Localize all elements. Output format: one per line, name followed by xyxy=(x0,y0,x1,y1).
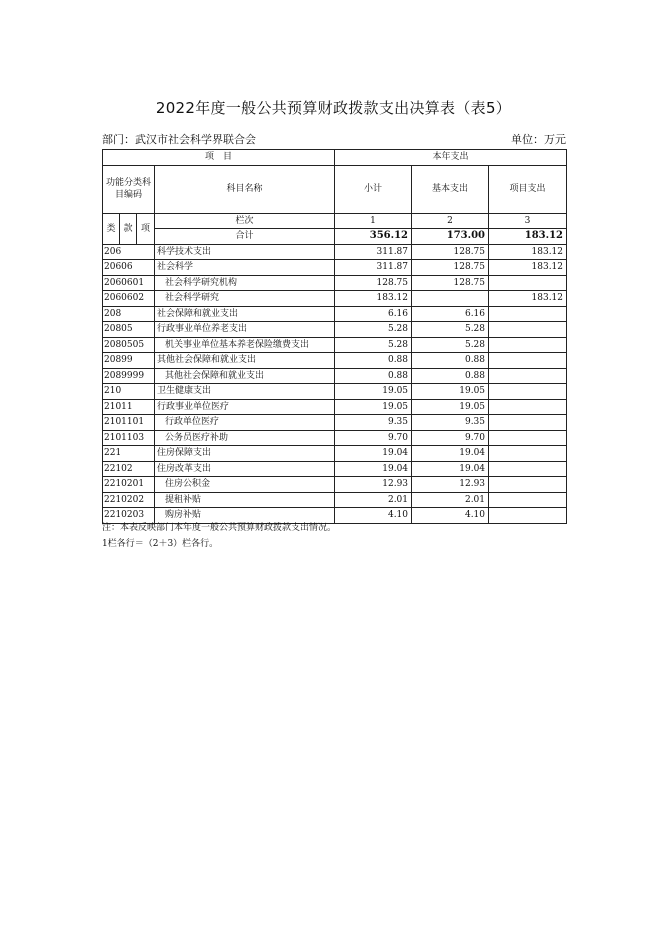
col2-index: 2 xyxy=(412,213,489,229)
row-name: 社会科学 xyxy=(155,260,335,276)
row-subtotal: 9.35 xyxy=(335,415,412,431)
table-row xyxy=(103,275,567,291)
header-row-2 xyxy=(103,165,567,213)
row-name: 社会科学研究机构 xyxy=(155,275,335,291)
func-code-header: 功能分类科目编码 xyxy=(103,165,155,213)
row-code: 208 xyxy=(103,306,155,322)
row-subtotal: 311.87 xyxy=(335,260,412,276)
row-project xyxy=(489,477,567,493)
row-subtotal: 0.88 xyxy=(335,368,412,384)
row-basic: 128.75 xyxy=(412,260,489,276)
row-subtotal: 2.01 xyxy=(335,492,412,508)
row-code: 2210202 xyxy=(103,492,155,508)
row-code: 2101103 xyxy=(103,430,155,446)
row-name: 社会科学研究 xyxy=(155,291,335,307)
table-row xyxy=(103,399,567,415)
row-name: 卫生健康支出 xyxy=(155,384,335,400)
row-name: 住房保障支出 xyxy=(155,446,335,462)
row-subtotal: 12.93 xyxy=(335,477,412,493)
row-basic: 128.75 xyxy=(412,244,489,260)
row-subtotal: 4.10 xyxy=(335,508,412,524)
row-code: 22102 xyxy=(103,461,155,477)
row-basic: 0.88 xyxy=(412,353,489,369)
table-row xyxy=(103,244,567,260)
row-subtotal: 0.88 xyxy=(335,353,412,369)
row-subtotal: 19.05 xyxy=(335,399,412,415)
row-name: 行政单位医疗 xyxy=(155,415,335,431)
row-basic: 2.01 xyxy=(412,492,489,508)
table-row xyxy=(103,477,567,493)
row-name: 公务员医疗补助 xyxy=(155,430,335,446)
item-header: 项 目 xyxy=(103,150,335,166)
row-basic: 0.88 xyxy=(412,368,489,384)
row-project xyxy=(489,415,567,431)
row-basic: 5.28 xyxy=(412,337,489,353)
row-name: 行政事业单位养老支出 xyxy=(155,322,335,338)
row-subtotal: 5.28 xyxy=(335,337,412,353)
row-project xyxy=(489,461,567,477)
table-row xyxy=(103,306,567,322)
row-name: 购房补贴 xyxy=(155,508,335,524)
row-basic: 4.10 xyxy=(412,508,489,524)
row-project: 183.12 xyxy=(489,291,567,307)
row-name: 其他社会保障和就业支出 xyxy=(155,368,335,384)
row-basic: 19.05 xyxy=(412,384,489,400)
row-subtotal: 19.04 xyxy=(335,461,412,477)
row-name: 社会保障和就业支出 xyxy=(155,306,335,322)
row-basic: 9.35 xyxy=(412,415,489,431)
row-name: 住房改革支出 xyxy=(155,461,335,477)
total-row xyxy=(103,229,567,245)
table-row xyxy=(103,430,567,446)
row-basic: 5.28 xyxy=(412,322,489,338)
row-basic: 19.04 xyxy=(412,461,489,477)
note-line: 1栏各行＝（2＋3）栏各行。 xyxy=(102,539,219,549)
row-name: 机关事业单位基本养老保险缴费支出 xyxy=(155,337,335,353)
row-project xyxy=(489,322,567,338)
page-title: 2022年度一般公共预算财政拨款支出决算表（表5） xyxy=(155,99,512,117)
row-project xyxy=(489,508,567,524)
col-label: 栏次 xyxy=(155,213,335,229)
expenditure-table xyxy=(102,149,567,524)
unit-label: 单位：万元 xyxy=(511,133,566,146)
row-code: 206 xyxy=(103,244,155,260)
row-subtotal: 311.87 xyxy=(335,244,412,260)
row-project xyxy=(489,353,567,369)
row-subtotal: 19.04 xyxy=(335,446,412,462)
notes xyxy=(102,520,336,552)
row-code: 2089999 xyxy=(103,368,155,384)
row-code: 20899 xyxy=(103,353,155,369)
row-code: 2080505 xyxy=(103,337,155,353)
row-basic: 6.16 xyxy=(412,306,489,322)
row-basic: 19.05 xyxy=(412,399,489,415)
note-line: 注：本表反映部门本年度一般公共预算财政拨款支出情况。 xyxy=(102,523,337,533)
header-row-1 xyxy=(103,150,567,166)
xiang-header: 项 xyxy=(137,213,155,244)
total-basic: 173.00 xyxy=(412,229,489,245)
project-header: 项目支出 xyxy=(489,165,567,213)
row-subtotal: 19.05 xyxy=(335,384,412,400)
row-basic xyxy=(412,291,489,307)
col1-index: 1 xyxy=(335,213,412,229)
row-project xyxy=(489,399,567,415)
table-row xyxy=(103,322,567,338)
row-basic: 128.75 xyxy=(412,275,489,291)
total-label: 合计 xyxy=(155,229,335,245)
table-row xyxy=(103,492,567,508)
row-project xyxy=(489,275,567,291)
subject-name-header: 科目名称 xyxy=(155,165,335,213)
department-label: 部门：武汉市社会科学界联合会 xyxy=(102,133,256,146)
row-project xyxy=(489,337,567,353)
row-code: 221 xyxy=(103,446,155,462)
total-project: 183.12 xyxy=(489,229,567,245)
row-code: 20606 xyxy=(103,260,155,276)
row-project xyxy=(489,492,567,508)
row-basic: 19.04 xyxy=(412,446,489,462)
subtotal-header: 小计 xyxy=(335,165,412,213)
table-row xyxy=(103,446,567,462)
row-project: 183.12 xyxy=(489,244,567,260)
row-subtotal: 183.12 xyxy=(335,291,412,307)
row-code: 2060601 xyxy=(103,275,155,291)
row-name: 提租补贴 xyxy=(155,492,335,508)
row-project xyxy=(489,384,567,400)
table-row xyxy=(103,415,567,431)
row-code: 2210201 xyxy=(103,477,155,493)
row-code: 210 xyxy=(103,384,155,400)
current-year-header: 本年支出 xyxy=(335,150,567,166)
kuan-header: 款 xyxy=(120,213,137,244)
basic-header: 基本支出 xyxy=(412,165,489,213)
row-name: 科学技术支出 xyxy=(155,244,335,260)
row-code: 20805 xyxy=(103,322,155,338)
lei-header: 类 xyxy=(103,213,120,244)
table-row xyxy=(103,337,567,353)
row-code: 2060602 xyxy=(103,291,155,307)
row-project xyxy=(489,430,567,446)
row-project xyxy=(489,306,567,322)
table-row xyxy=(103,384,567,400)
row-subtotal: 5.28 xyxy=(335,322,412,338)
col3-index: 3 xyxy=(489,213,567,229)
row-subtotal: 6.16 xyxy=(335,306,412,322)
row-name: 其他社会保障和就业支出 xyxy=(155,353,335,369)
row-subtotal: 128.75 xyxy=(335,275,412,291)
table-row xyxy=(103,291,567,307)
row-basic: 12.93 xyxy=(412,477,489,493)
header-row-3 xyxy=(103,213,567,229)
row-basic: 9.70 xyxy=(412,430,489,446)
table-row xyxy=(103,260,567,276)
table-row xyxy=(103,461,567,477)
row-project xyxy=(489,446,567,462)
table-row xyxy=(103,368,567,384)
row-subtotal: 9.70 xyxy=(335,430,412,446)
row-code: 21011 xyxy=(103,399,155,415)
row-project: 183.12 xyxy=(489,260,567,276)
total-subtotal: 356.12 xyxy=(335,229,412,245)
row-code: 2101101 xyxy=(103,415,155,431)
row-code: 2210203 xyxy=(103,508,155,524)
row-project xyxy=(489,368,567,384)
row-name: 住房公积金 xyxy=(155,477,335,493)
row-name: 行政事业单位医疗 xyxy=(155,399,335,415)
table-row xyxy=(103,353,567,369)
